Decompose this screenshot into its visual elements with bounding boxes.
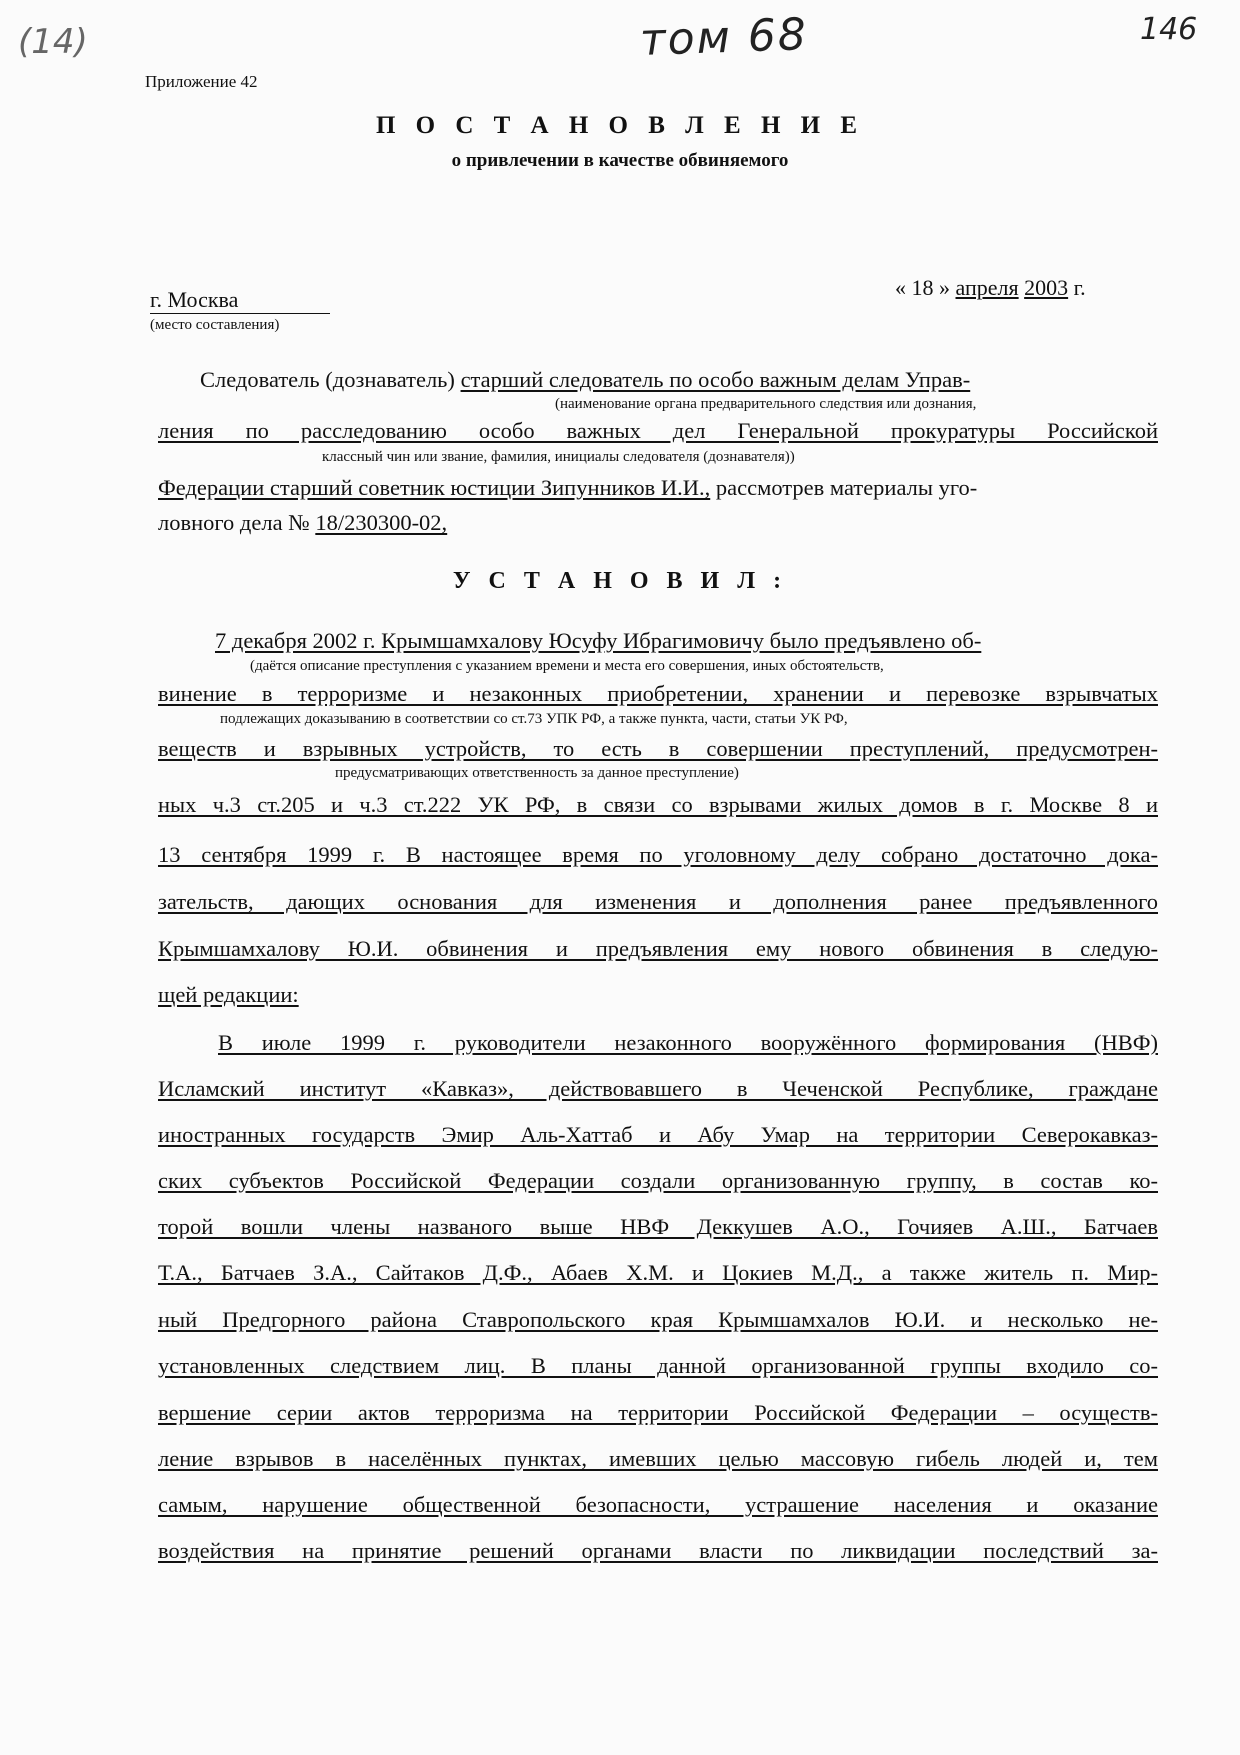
established-line-5: 13 сентября 1999 г. В настоящее время по уголовному делу собрано достаточно дока- [158,842,1158,867]
document-date [895,275,1086,301]
established-line-2: винение в терроризме и незаконных приобретении, хранении и перевозке взрывчатых [158,681,1158,706]
investigator-line-3 [158,475,1158,501]
case-number: 18/230300-02, [315,510,448,535]
appendix-label: Приложение 42 [145,72,258,91]
date-suffix: г. [1068,275,1086,300]
handwritten-volume-note: том 68 [639,9,809,66]
established-line-8: щей редакции: [158,982,299,1007]
date-month: апреля [955,275,1019,300]
investigator-label: Следователь (дознаватель) [200,367,461,392]
body-line-6: Т.А., Батчаев З.А., Сайтаков Д.Ф., Абаев Х.М. и Цокиев М.Д., а также житель п. Мир- [158,1260,1158,1285]
handwritten-corner-mark: (14) [18,22,88,62]
established-line-4: ных ч.3 ст.205 и ч.3 ст.222 УК РФ, в связи со взрывами жилых домов в г. Москве 8 и [158,792,1158,817]
established-note-2: подлежащих доказыванию в соответствии со ст.73 УПК РФ, а также пункта, части, статьи УК РФ, [220,711,848,727]
established-line-1: 7 декабря 2002 г. Крымшамхалову Юсуфу Ибрагимовичу было предъявлено об- [215,628,982,653]
body-line-8: установленных следствием лиц. В планы данной организованной группы входило со- [158,1353,1158,1378]
date-year: 2003 [1024,275,1069,300]
document-subtitle: о привлечении в качестве обвиняемого [451,150,789,171]
body-line-4: ских субъектов Российской Федерации создали организованную группу, в состав ко- [158,1168,1158,1193]
investigator-name: Федерации старший советник юстиции Зипунников И.И., [158,475,711,500]
body-line-12: воздействия на принятие решений органами власти по ликвидации последствий за- [158,1538,1158,1563]
document-title: П О С Т А Н О В Л Е Н И Е [375,112,865,139]
investigator-note-1: (наименование органа предварительного следствия или дознания, [555,396,977,412]
handwritten-page-number: 146 [1140,12,1198,47]
body-line-3: иностранных государств Эмир Аль-Хаттаб и Абу Умар на территории Северокавказ- [158,1122,1158,1147]
date-close: » [933,275,950,300]
established-line-3: веществ и взрывных устройств, то есть в совершении преступлений, предусмотрен- [158,736,1158,761]
date-open: « [895,275,912,300]
established-line-7: Крымшамхалову Ю.И. обвинения и предъявления ему нового обвинения в следую- [158,936,1158,961]
investigator-review: рассмотрев материалы уго- [710,475,978,500]
investigator-note-2: классный чин или звание, фамилия, инициалы следователя (дознавателя)) [322,449,795,465]
body-line-10: ление взрывов в населённых пунктах, имевших целью массовую гибель людей и, тем [158,1446,1158,1471]
investigator-line-1 [200,367,1158,393]
established-line-6: зательств, дающих основания для изменения и дополнения ранее предъявленного [158,889,1158,914]
established-note-1: (даётся описание преступления с указанием времени и места его совершения, иных обстоятельств, [250,658,884,674]
case-label: ловного дела № [158,510,316,535]
body-line-1: В июле 1999 г. руководители незаконного вооружённого формирования (НВФ) [218,1030,1158,1055]
place-note: (место составления) [150,317,280,333]
section-heading: У С Т А Н О В И Л : [452,568,788,594]
date-day: 18 [911,275,934,300]
body-line-5: торой вошли члены названого выше НВФ Деккушев А.О., Гочияев А.Ш., Батчаев [158,1214,1158,1239]
established-note-3: предусматривающих ответственность за данное преступление) [335,765,739,781]
body-line-2: Исламский институт «Кавказ», действовавшего в Чеченской Республике, граждане [158,1076,1158,1101]
place-city: г. Москва [150,287,330,314]
body-line-7: ный Предгорного района Ставропольского края Крымшамхалов Ю.И. и несколько не- [158,1307,1158,1332]
investigator-line-4 [158,510,1158,536]
body-line-9: вершение серии актов терроризма на территории Российской Федерации – осуществ- [158,1400,1158,1425]
investigator-position: старший следователь по особо важным делам Управ- [460,367,971,392]
investigator-line-2: ления по расследованию особо важных дел Генеральной прокуратуры Российской [158,418,1158,443]
body-line-11: самым, нарушение общественной безопасности, устрашение населения и оказание [158,1492,1158,1517]
